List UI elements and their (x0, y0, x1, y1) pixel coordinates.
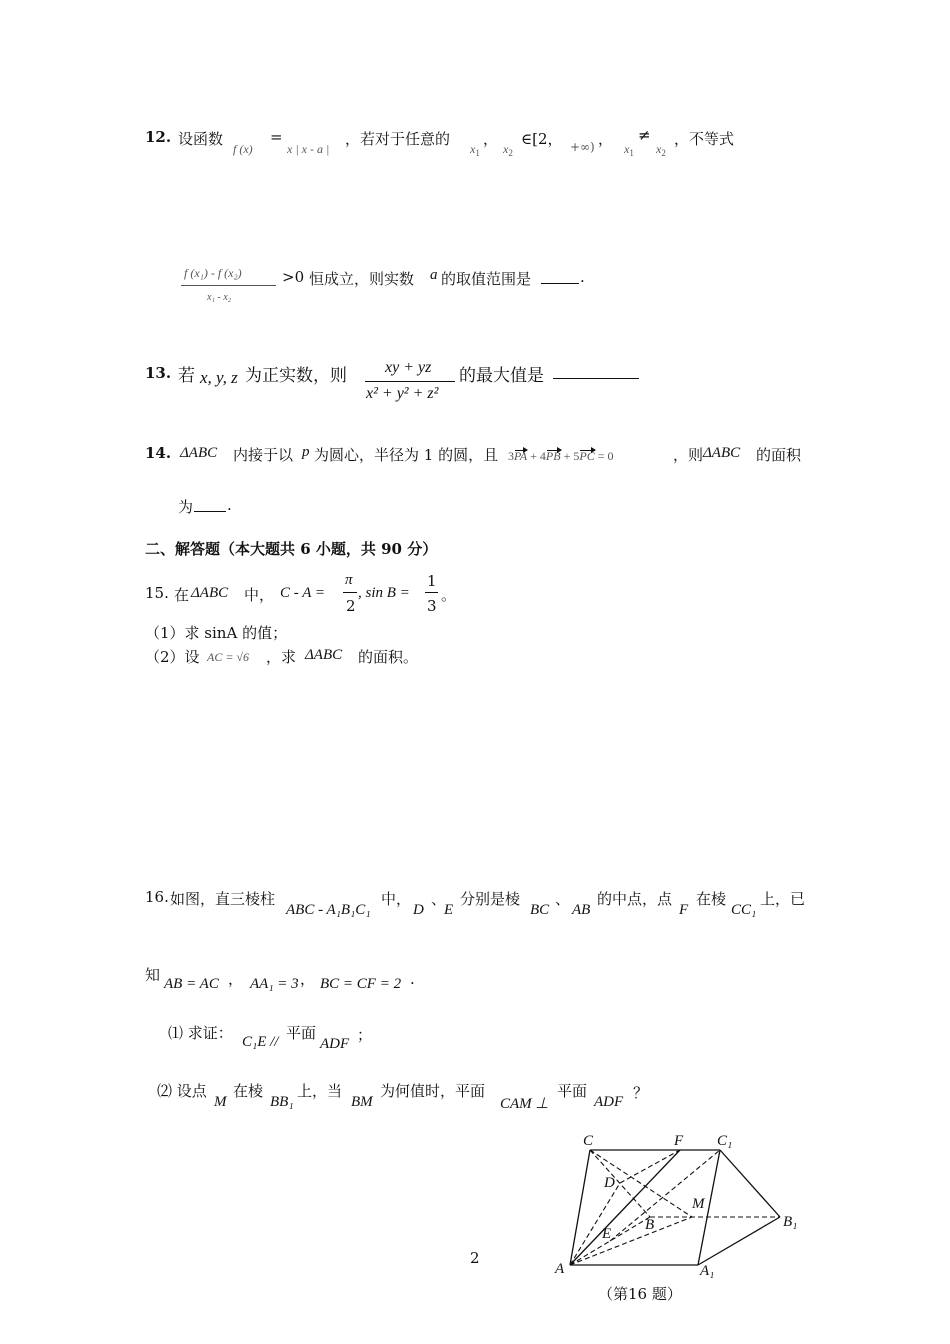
q16-part1-plane: 平面 (286, 1024, 317, 1042)
q13-frac-denominator: x² + y² + z² (366, 385, 439, 402)
q16-edge-ab: AB (572, 902, 591, 918)
q15-text-in: 在 (174, 586, 190, 604)
q13-fraction-bar (365, 381, 455, 382)
label-f: F (674, 1133, 684, 1149)
q16-part2-label: ⑵ 设点 (157, 1082, 207, 1100)
q16-dun: 、 (431, 890, 447, 908)
q15-part2-ask: ，求 (266, 648, 297, 666)
q12-frac-denominator: x₁ - x₂ (207, 292, 232, 303)
q16-part1-label: ⑴ 求证： (168, 1024, 233, 1042)
q15-triangle-2: ΔABC (305, 647, 343, 663)
label-c1: C₁ (717, 1133, 733, 1149)
label-e: E (602, 1226, 612, 1242)
q13-vars: x, y, z (200, 368, 238, 387)
q15-end: 。 (441, 586, 457, 604)
q15-number: 15. (145, 584, 169, 602)
q12-fx: f (x) (233, 142, 253, 156)
label-m: M (692, 1196, 705, 1212)
q14-text-then: ，则 (673, 446, 704, 464)
q16-text-on-edge: 在棱 (696, 890, 727, 908)
q12-ineq-x1: $x_1$ (624, 142, 634, 158)
edge-a1-b1 (698, 1217, 780, 1265)
q16-dun2: 、 (555, 890, 571, 908)
q14-text-is: 为 (178, 498, 194, 516)
q12-gt-zero: >0 (282, 268, 305, 286)
q13-text-positive: 为正实数，则 (245, 366, 347, 386)
label-b: B (645, 1217, 655, 1233)
q12-ineq-x2: $x_2$ (656, 142, 666, 158)
q16-number: 16. (145, 888, 169, 906)
q16-prism: ABC - A₁B₁C₁ (286, 902, 371, 918)
line-d-f (620, 1150, 680, 1183)
q15-ac-value: AC = √6 (207, 650, 250, 664)
q12-text-holds: 恒成立，则实数 (309, 270, 415, 288)
q12-text-range: 的取值范围是 (441, 270, 532, 288)
q16-text-known: 上，已 (760, 890, 806, 908)
q16-point-f: F (679, 902, 689, 918)
q13-frac-numerator: xy + yz (385, 359, 432, 376)
q16-part2-bb1: BB₁ (270, 1094, 294, 1110)
q15-triangle: ΔABC (191, 585, 229, 601)
q15-one: 1 (427, 572, 437, 590)
q15-sinb: , sin B = (358, 585, 410, 601)
q16-cond-ab-ac: AB = AC (164, 976, 219, 992)
q16-part2-bm: BM (351, 1094, 373, 1110)
label-c: C (583, 1133, 594, 1149)
q14-number: 14. (145, 444, 172, 462)
q13-text-max: 的最大值是 (459, 366, 544, 386)
q12-interval-start: ∈[2， (521, 130, 563, 148)
q12-frac-numerator: f (x₁) - f (x₂) (184, 266, 242, 280)
q16-part1-adf: ADF (320, 1036, 350, 1052)
q16-part2-on-edge: 在棱 (233, 1082, 264, 1100)
q16-part2-plane: 平面 (557, 1082, 588, 1100)
q16-part1-expr: C₁E // (242, 1034, 279, 1050)
q14-triangle: ΔABC (180, 445, 218, 461)
q15-pi: π (345, 572, 353, 588)
q15-frac-third-bar (425, 592, 438, 593)
q13-text-if: 若 (178, 366, 195, 386)
q13-answer-blank (553, 362, 639, 379)
q15-text-mid: 中， (244, 586, 275, 604)
q12-equals: = (270, 128, 283, 146)
q16-cond-aa1: AA₁ = 3 (250, 976, 299, 992)
q14-text-inscribed: 内接于以 (233, 446, 294, 464)
q12-period: . (580, 268, 585, 286)
q15-part2-label: （2）设 (145, 648, 200, 666)
q15-part2-area: 的面积。 (358, 648, 419, 666)
page-number: 2 (470, 1249, 480, 1267)
q16-part2-cam: CAM ⊥ (500, 1096, 549, 1112)
label-d: D (604, 1175, 615, 1191)
label-a: A (555, 1261, 565, 1277)
q16-cond-bc-cf: BC = CF = 2 (320, 976, 402, 992)
q15-expr-c-minus-a: C - A = (280, 585, 325, 601)
prism-solid-edges (570, 1150, 780, 1265)
q12-answer-blank (541, 268, 579, 284)
q15-three: 3 (427, 597, 437, 615)
q16-text-in: 中， (381, 890, 412, 908)
q13-number: 13. (145, 364, 172, 382)
q16-part2-what-value: 为何值时，平面 (380, 1082, 486, 1100)
q12-var-a: a (430, 267, 438, 283)
prism-hidden-edges (570, 1150, 780, 1265)
q16-edge-bc: BC (530, 902, 550, 918)
q16-point-d: D (413, 902, 424, 918)
q16-part2-q: ？ (633, 1084, 649, 1102)
q14-answer-blank (194, 496, 226, 512)
q12-fraction-bar (181, 285, 276, 286)
q15-two: 2 (346, 597, 356, 615)
q16-comma1: ， (228, 970, 244, 988)
q16-comma2: ， (300, 970, 316, 988)
q12-x2: $x_2$ (503, 142, 513, 158)
q16-text-midpoints: 的中点，点 (597, 890, 673, 908)
q14-vector-sum: 3PA + 4PB + 5PC = 0 (508, 449, 614, 463)
edge-c1-b1 (720, 1150, 780, 1217)
q14-period: . (227, 496, 232, 514)
q12-text-ineq: ，不等式 (674, 130, 735, 148)
q16-period: . (410, 970, 415, 988)
label-b1: B₁ (783, 1214, 798, 1230)
q16-text-zhi: 知 (145, 966, 161, 984)
q12-neq: ≠ (638, 126, 651, 144)
q14-point-p: p (302, 444, 310, 460)
label-a1: A₁ (700, 1263, 715, 1279)
q12-interval-end: +∞) (570, 140, 595, 154)
q16-text-intro: 如图，直三棱柱 (170, 890, 276, 908)
q12-number: 12. (145, 128, 172, 146)
q12-comma2: ， (598, 130, 614, 148)
q12-comma1: ， (483, 130, 499, 148)
q15-frac-pi-bar (343, 592, 357, 593)
q14-text-center: 为圆心，半径为 1 的圆，且 (314, 446, 499, 464)
q16-part2-m: M (214, 1094, 227, 1110)
q12-rhs: x | x - a | (287, 142, 330, 156)
edge-c-b (590, 1150, 650, 1217)
q16-edge-cc1: CC₁ (731, 902, 757, 918)
prism-figure (540, 1125, 820, 1305)
q16-part2-adf: ADF (594, 1094, 624, 1110)
q14-text-area: 的面积 (756, 446, 802, 464)
q16-point-e: E (444, 902, 454, 918)
q16-part1-end: ； (357, 1026, 373, 1044)
q12-text-intro: 设函数 (178, 130, 224, 148)
q16-text-edges: 分别是棱 (460, 890, 521, 908)
q12-x1: $x_1$ (470, 142, 480, 158)
figure-caption: （第16 题） (598, 1285, 682, 1303)
q12-text-any: ，若对于任意的 (345, 130, 451, 148)
q16-part2-when: 上，当 (297, 1082, 343, 1100)
q15-part1: （1）求 sinA 的值； (145, 624, 288, 642)
section-2-title: 二、解答题（本大题共 6 小题，共 90 分） (145, 540, 438, 558)
q14-triangle-2: ΔABC (703, 445, 741, 461)
